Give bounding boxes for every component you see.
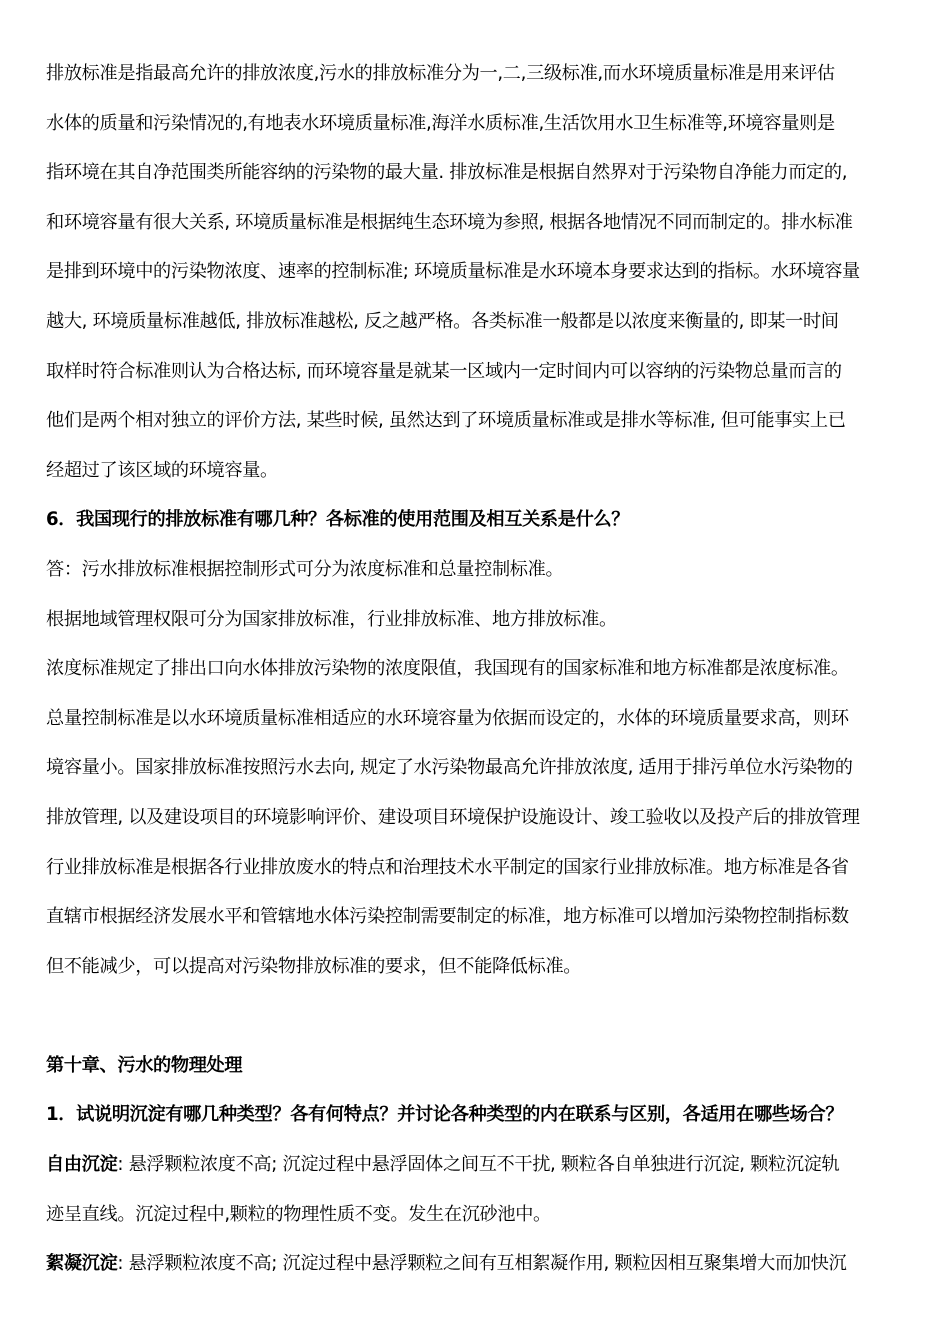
answer-line: 根据地域管理权限可分为国家排放标准，行业排放标准、地方排放标准。 <box>46 608 617 630</box>
flocculent-settling-line <box>46 1246 906 1282</box>
answer-line: 排放管理, 以及建设项目的环境影响评价、建设项目环境保护设施设计、竣工验收以及投产后的排放管理 <box>46 806 860 828</box>
answer-line: 行业排放标准是根据各行业排放废水的特点和治理技术水平制定的国家行业排放标准。地方标准是各省 <box>46 856 849 878</box>
chapter-title: 第十章、污水的物理处理 <box>46 1054 243 1076</box>
free-settling-text: : 悬浮颗粒浓度不高; 沉淀过程中悬浮固体之间互不干扰, 颗粒各自单独进行沉淀, 颗粒沉淀轨 <box>117 1154 840 1176</box>
flocculent-settling-text: : 悬浮颗粒浓度不高; 沉淀过程中悬浮颗粒之间有互相絮凝作用, 颗粒因相互聚集增大而加快沉 <box>117 1253 847 1275</box>
answer-line: 境容量小。国家排放标准按照污水去向, 规定了水污染物最高允许排放浓度, 适用于排污单位水污染物的 <box>46 757 853 779</box>
intro-line: 水体的质量和污染情况的,有地表水环境质量标准,海洋水质标准,生活饮用水卫生标准等,环境容量则是 <box>46 112 835 134</box>
answer-line: 但不能减少，可以提高对污染物排放标准的要求，但不能降低标准。 <box>46 955 582 977</box>
intro-line: 越大, 环境质量标准越低, 排放标准越松, 反之越严格。各类标准一般都是以浓度来衡量的, 即某一时间 <box>46 310 839 332</box>
intro-line: 取样时符合标准则认为合格达标, 而环境容量是就某一区域内一定时间内可以容纳的污染物总量而言的 <box>46 360 842 382</box>
answer-line: 直辖市根据经济发展水平和管辖地水体污染控制需要制定的标准，地方标准可以增加污染物控制指标数 <box>46 906 849 928</box>
free-settling-line <box>46 1147 906 1183</box>
answer-line: 答：污水排放标准根据控制形式可分为浓度标准和总量控制标准。 <box>46 558 564 580</box>
question-1-heading: 1．试说明沉淀有哪几种类型？各有何特点？并讨论各种类型的内在联系与区别，各适用在哪些场合？ <box>46 1104 844 1126</box>
flocculent-settling-term: 絮凝沉淀 <box>46 1253 118 1275</box>
intro-line: 指环境在其自净范围类所能容纳的污染物的最大量. 排放标准是根据自然界对于污染物自净能力而定的, <box>46 162 848 184</box>
answer-line: 总量控制标准是以水环境质量标准相适应的水环境容量为依据而设定的，水体的环境质量要求高，则环 <box>46 707 849 729</box>
free-settling-term: 自由沉淀 <box>46 1154 118 1176</box>
question-6-heading: 6．我国现行的排放标准有哪几种？各标准的使用范围及相互关系是什么？ <box>46 509 630 531</box>
intro-line: 是排到环境中的污染物浓度、速率的控制标准; 环境质量标准是水环境本身要求达到的指标。水环境容量 <box>46 261 860 283</box>
answer-line: 浓度标准规定了排出口向水体排放污染物的浓度限值，我国现有的国家标准和地方标准都是浓度标准。 <box>46 658 849 680</box>
section-spacer <box>46 998 906 1048</box>
intro-line: 和环境容量有很大关系, 环境质量标准是根据纯生态环境为参照, 根据各地情况不同而制定的。排水标准 <box>46 211 853 233</box>
intro-line: 经超过了该区域的环境容量。 <box>46 459 278 481</box>
document-page <box>46 56 906 1296</box>
intro-line: 排放标准是指最高允许的排放浓度,污水的排放标准分为一,二,三级标准,而水环境质量标准是用来评估 <box>46 63 835 84</box>
intro-line: 他们是两个相对独立的评价方法, 某些时候, 虽然达到了环境质量标准或是排水等标准, 但可能事实上已 <box>46 410 846 432</box>
free-settling-continuation: 迹呈直线。沉淀过程中,颗粒的物理性质不变。发生在沉砂池中。 <box>46 1203 551 1225</box>
